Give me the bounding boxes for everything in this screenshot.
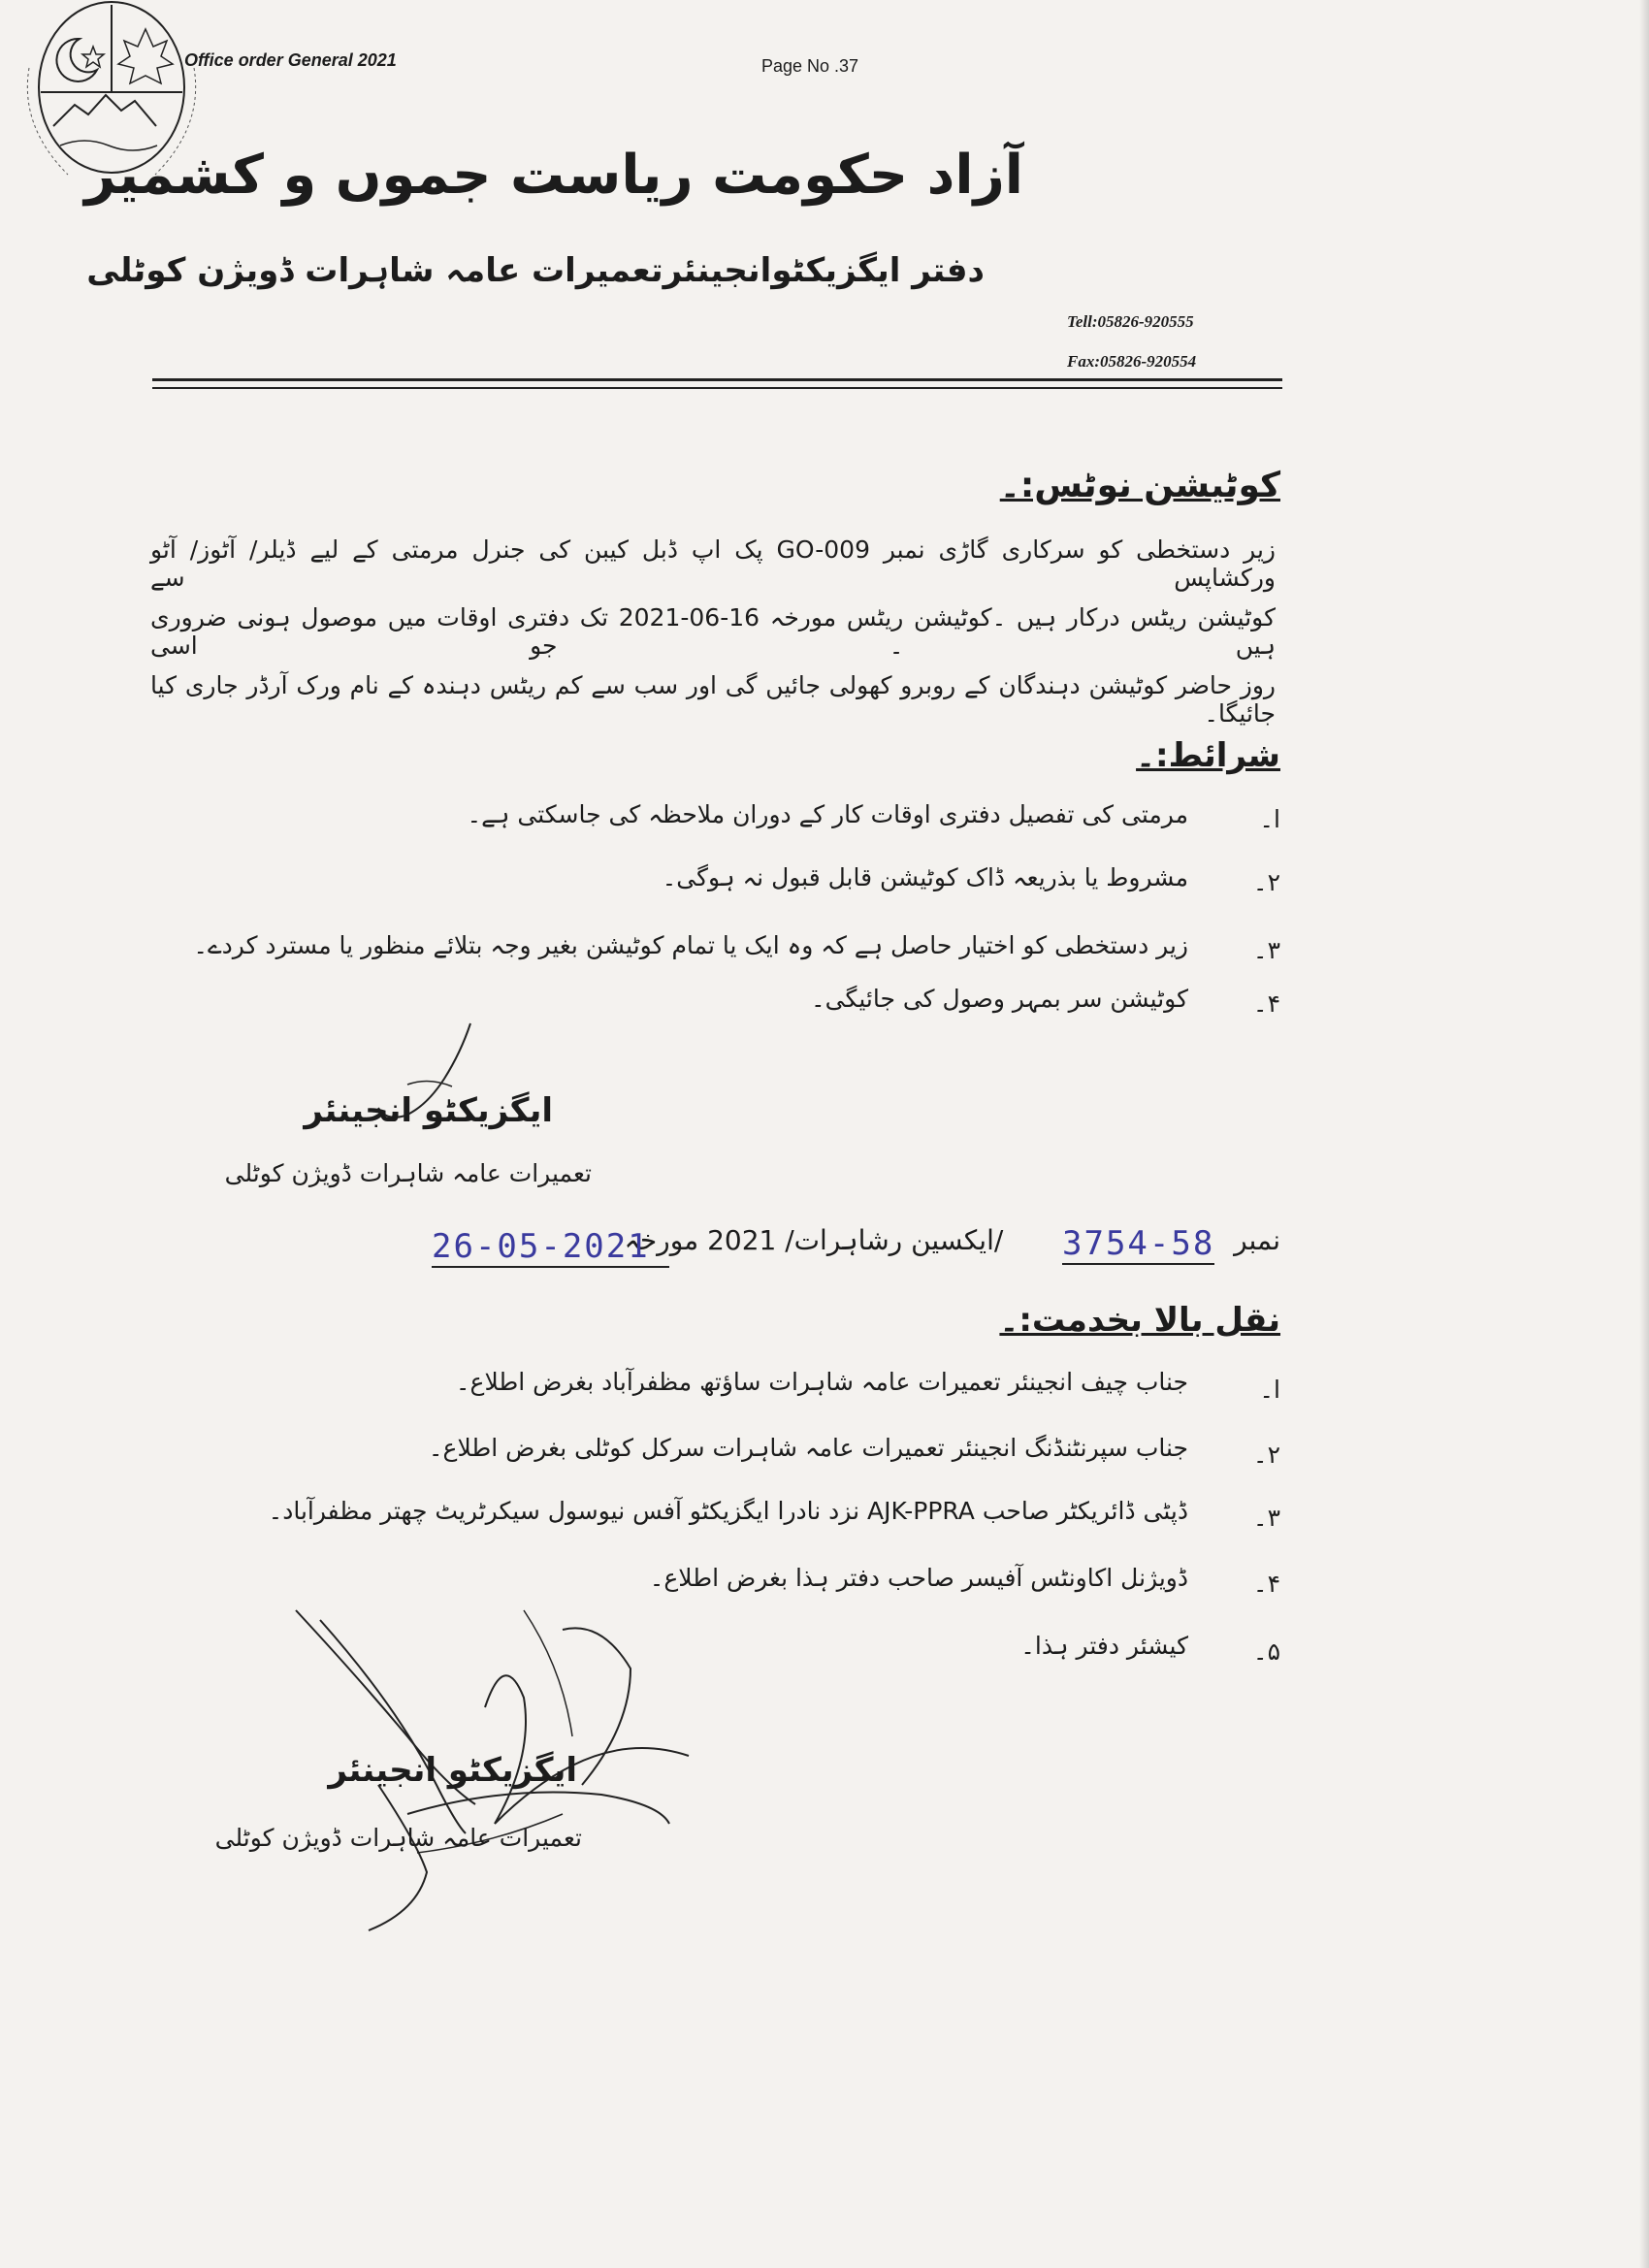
- reference-number: 3754-58: [1062, 1224, 1215, 1263]
- office-name: دفتر ایگزیکٹوانجینئرتعمیرات عامہ شاہرات ڈویژن کوٹلی: [86, 251, 985, 290]
- copy-recipient: جناب سپرنٹنڈنگ انجینئر تعمیرات عامہ شاہرات سرکل کوٹلی بغرض اطلاع۔: [428, 1434, 1188, 1462]
- copy-number: ۴۔: [1252, 1570, 1280, 1598]
- condition-text: مشروط یا بذریعہ ڈاک کوٹیشن قابل قبول نہ ہوگی۔: [662, 863, 1188, 891]
- condition-text: کوٹیشن سر بمہر وصول کی جائیگی۔: [811, 985, 1188, 1013]
- header-rule-bottom: [152, 387, 1282, 389]
- condition-text: زیر دستخطی کو اختیار حاصل ہے کہ وہ ایک یا تمام کوٹیشن بغیر وجہ بتلائے منظور یا مسترد کردے۔: [193, 931, 1188, 959]
- reference-prefix: نمبر: [1234, 1224, 1280, 1256]
- notice-line-3: روز حاضر کوٹیشن دہندگان کے روبرو کھولی جائیں گی اور سب سے کم ریٹس دہندہ کے نام ورک آرڈر جاری کیا جائیگا۔: [150, 671, 1276, 728]
- page-number: Page No .37: [761, 56, 859, 76]
- copy-number: ۳۔: [1252, 1504, 1280, 1532]
- signatory-title-1: ایگزیکٹو انجینئر: [304, 1091, 553, 1130]
- condition-text: مرمتی کی تفصیل دفتری اوقات کار کے دوران ملاحظہ کی جاسکتی ہے۔: [467, 800, 1188, 828]
- copies-title: نقل بالا بخدمت:۔: [999, 1301, 1280, 1340]
- condition-number: ۲۔: [1252, 868, 1280, 896]
- signatory-department-1: تعمیرات عامہ شاہرات ڈویژن کوٹلی: [224, 1159, 592, 1187]
- notice-title: کوٹیشن نوٹس:۔: [999, 466, 1280, 505]
- reference-date: 26-05-2021: [432, 1227, 669, 1268]
- notice-line-2: کوٹیشن ریٹس درکار ہیں ۔کوٹیشن ریٹس مورخہ 16-06-2021 تک دفتری اوقات میں موصول ہونی ضروری ہیں ۔ جو اسی: [150, 603, 1276, 660]
- signatory-title-2: ایگزیکٹو انجینئر: [328, 1751, 577, 1790]
- copy-number: ۲۔: [1252, 1441, 1280, 1469]
- header-rule-top: [152, 378, 1282, 381]
- notice-line-1: زیر دستخطی کو سرکاری گاڑی نمبر GO-009 پک اپ ڈبل کیبن کی جنرل مرمتی کے لیے ڈیلر/ آٹوز/ آٹو ورکشاپس سے: [150, 535, 1276, 592]
- copy-recipient: ڈپٹی ڈائریکٹر صاحب AJK-PPRA نزد نادرا ایگزیکٹو آفس نیوسول سیکرٹریٹ چھتر مظفرآباد۔: [268, 1497, 1188, 1525]
- telephone-number: Tell:05826-920555: [1067, 312, 1194, 331]
- copy-recipient: ڈویژنل اکاونٹس آفیسر صاحب دفتر ہذا بغرض اطلاع۔: [649, 1564, 1188, 1592]
- copy-number: ا۔: [1259, 1376, 1280, 1404]
- conditions-title: شرائط:۔: [1136, 736, 1280, 775]
- signatory-department-2: تعمیرات عامہ شاہرات ڈویژن کوٹلی: [214, 1824, 582, 1852]
- condition-number: ا۔: [1259, 805, 1280, 833]
- fax-number: Fax:05826-920554: [1067, 352, 1197, 371]
- reference-middle: /ایکسین رشاہرات/ 2021 مورخہ: [624, 1224, 1004, 1256]
- government-title: آزاد حکومت ریاست جموں و کشمیر: [84, 144, 1023, 207]
- condition-number: ۳۔: [1252, 936, 1280, 964]
- copy-recipient: کیشئر دفتر ہذا۔: [1020, 1632, 1188, 1660]
- copy-recipient: جناب چیف انجینئر تعمیرات عامہ شاہرات ساؤتھ مظفرآباد بغرض اطلاع۔: [455, 1368, 1188, 1396]
- office-order-label: Office order General 2021: [184, 50, 397, 70]
- condition-number: ۴۔: [1252, 989, 1280, 1018]
- copy-number: ۵۔: [1252, 1637, 1280, 1666]
